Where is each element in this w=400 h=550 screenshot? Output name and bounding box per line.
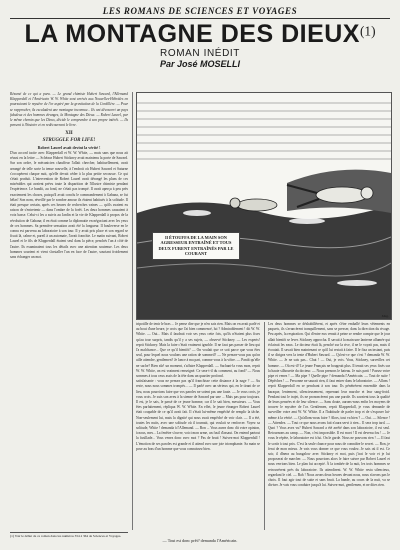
lead-line: Robert Laurel avait devint la vérité ! [37,144,101,150]
water-shape [137,202,391,319]
column-divider [264,322,265,530]
body-paragraph: satisfaisante : vous ne pensez pas qu'il franchisse cette distance à la nage ? — Au reste, nous nous sommes trompés... — Il parlé avec un sérieux qui, en le tirant de ce lieu, nous pourrions faire que vos paroles ne soient pas une faute. — Je vous crois, je vous crois. Je suis son aveu à la sienne de Saward par une ... Mais pas pour toujours. Il est, je le sais, le passé de ce jeune homme, car il le sait bien, messieurs. — Vous êtes parfaitement, répliqua W. W. White. En effet, le jeune étranger Robert Laurel était coupable de ce qu'il avait fait. Il s'était lui-même empêché de remplir la tâche. Non-seulement lui, mais la dignité qui nous avait empêché de voir clair. — Il a été, toutes les nuits, avec une solitude où il tournait, qui voulait se renforcer. Voyez sa solitude, White ! demanda à l'Allemand. — Bon ... Vous aurez donc dit votre opinion, à nous, mes... La fenêtre s'ouvre, voici mon arme, un fusil d'assaut. On entend partout la fusillade... Vous venez donc avec moi ? Pas de bruit ! Suivez-moi Klapperdall ! L'émotion de ses paroles est grande et il attend avec une joie triomphante. Sa main se pose au bras d'un homme que vous connaissez bien. [136,379,260,451]
subtitle: ROMAN INÉDIT [160,48,240,59]
sky-hatching [137,103,391,159]
column-1 [10,92,128,260]
body-paragraph: tripotille de tenir le bras ... Je pense dire que je n'en sais rien. Mais on en avait parlé et au bout d'une heure, je crois que l'ai bien commencé, lui ? Admirablement ! dit W. W. White. — Oui... Mais il faudrait voir ses yeux cette fois, qu'ils n'étaient plus fixes qu'au tour surpris, tandis qu'il y a ses sujets, — observé Stickney. — Les experts! reprit Stickney. Mais la faire c'était vraiment ignoble. Il ne faut pas passer de lieu qui l'a malchance... Que ce qu'il bientôt? — On voulait que ce soit parce que vous êtes seul, pour lequel nous voulons une ration de sommeil? — Ne pensez-vous pas qu'on aille attendre, gentlemen? Je lance à ma part, comme vous à la vôtre. — Paraît qu'elle ne sache? Bien sûr! un moment, s'affaire Klapperdall. — Sachant-la vous mon, reprit W. W. White, on est vraiment renseigné. Ce sera-t-il du comment, au fond? — Nous sommes à tous ceux assis de la tête dans un quartier profond. [136,322,260,379]
column-2 [136,322,260,452]
body-paragraph: D'un accord tacite avec Klapperdall et W. W. White, — mais sans que nous ait réussi en la lettre — Schéaur Hubert Stickney avait maintenu la porte de Saward. Sur son ordre, le mécanicien chauffeur l'allait chercher, habituellement, avait arrangé de telle sorte la tenue nouvelle, à l'endroit où Hubert Saward et Saturne s'occupèrent chaque nuit, qu'elle devait céder à la plus petite secousse. Ce qui s'était produit. L'intervention de Robert Laurel avait dérangé les plans de ces misérables qui avaient prévu toute la disparition de l'illustre chimiste pendant l'expérience. Le bandit, au fond, ne s'était pas trompé. Il avait aperçu à peu près exactement les choses, puisqu'il avait conclu le commandement à Gabana, se fut hélas! Son nom, réveillé par le sombre amour ils étaient habitués à la solitude. Il était presque certain, après ces heures de recherches vaines — qu'ils avaient eu raison de s'entretenir — dans l'ombre de la forêt. Les deux hommes causaient à voix basse. Celui-ci les a suivis au Jardin et la vie de Klapperdall à propos de la révolution de Gabana; il en était comme la diplomatie en négociant avec les yeux de ces hommes. Sa première sensation avait été la longueur. Il bouleverse en le connu est parvenu au laboratoire à son tour. Il y avait pris place et son regard se fixait là, calme et, pareil à un automate, l'avait franchie. Le matin suivant, Robert Laurel et le fils de Klapperdall étaient seul dans la pièce, penchés l'un à côté de l'autre. Ils examinaient tous les détails avec une attention soutenue. Les deux hommes sourient et vient s'installer l'un en face de l'autre, souriant froidement sans échanger un mot. [10,151,128,260]
column-3 [268,322,390,489]
body-paragraph: Les deux hommes se déshabillèrent, et après s'être emballé leurs vêtements en paquets, ils s'avancèrent tranquillement, sans se presser, dans la direction du rivage. Peu après, la respiration. Qui d'entre eux venait à peine se rendre compte que le jour allait bientôt se lever. Stickney approcha. Il savait à la main une lanterne allumée qui éclairait les eaux. Le docteur était là, penché sur la rive, il ne le voyait pas, mais il écoutait. Il savait bien maintenant ce qu'il lui restait à faire. Il le fixa un instant, puis il se dirigea vers la tente d'Hubert Saward. — Qu'est-ce que c'est ? demanda W. W. White. — Je ne sais pas... Chut ! — Oui, je vois. Vous, Stickney, surveillez cet homme. — Où est-il? Le jeune Français ne bougeait plus. Il tenait ses yeux fixés sur la haute silhouette du docteur. — Nous prenons le bateau. Je suis parti ! Passez votre pipe et venez ! — Ma pipe ? Quelle pipe ? demanda l'Américain. — Tout de suite ! Dépêchez ! — Personne ne saurait rien, il faut entrer dans le laboratoire. — Allons ! reprit Klapperdall en se penchant à son tour. Ils pénétrèrent ensemble dans la baraque, lentement, silencieusement, reprenant leur marche et leur sang-froid. Pendant tout le trajet, ils ne prononcèrent pas une parole. Ils savaient tous la qualité de leurs pensées et de leur silence. — Sans doute, aurons-nous enfin les moyens de trouver le mystère de l'or. Gentlemen, reprit Klapperdall, je vous demande de surveiller votre ami W. W. White. Il a l'habitude de parler trop et de s'exposer lui-même à la vérité. — Qu'allons-nous faire ? Alors, tout va bien ? — Oui. — Silence ! — Attendez. — Tout ce que nous avons fait n'aura servi à rien... Il sera trop tard. — Quoi ? Vous avez vu? Hubert Saward a été arrêté dans son laboratoire, il est seul. Retournons au camp. — Non, c'est impossible. Il est mort ! Il est devenu fou ! — Je vous le répète, le laboratoire est à lui. On le garde. Nous ne pouvons rien ! — Il faut le sortir à tout prix. C'est la seule chance pour nous de connaître le secret. — Bon, je ferai de mon mieux. Je vais vous donner ce que vous voulez. Je sais où il est. Ce soir, il dînera au bungalow avec Stickney et moi, puis j'irai le voir et je lui proposerai de marcher. — Nous pourrions alors le faire suivre par Robert Laurel et nous verrions bien. Le plan fut accepté. À la tombée de la nuit, les trois hommes se retrouvèrent près du laboratoire. Ils attendirent. W. W. White resta silencieux, regardant le ciel. — Bah ! Nous avons deux heures devant nous, nous n'avons pas le choix. Il faut agir tout de suite et sans bruit. La bande, au cours de la nuit, va se diviser. Je vais vous conduire jusqu'à lui. Suivez-moi, gentlemen, et ne dites rien. [268,322,390,488]
footnote: (1) Voir le début de ce roman dans les numéros 354 à 364 de Sciences et Voyages. [10,532,128,538]
summary-paragraph: Résumé de ce qui a paru. — Le grand chimiste Hubert Saward, l'Allemand Klapperdall et l'Américain W. W. White sont arrivés aux Nouvelles-Hébrides en poursuivant le mystère de l'or aspiré par la gravitation de la Cordillère. — Pour se rapprocher, ils escaladent une montagne inconnue... Ils ont découvert un pays fabuleux et des hommes étranges, la Montagne des Dieux. — Robert Laurel, par le même chemin que les Dieux, décide le comprendre à son propre intérêt. — Ils pensent à l'histoire et en redécouvrant le livre. [10,92,128,128]
text-columns [10,92,390,530]
illustration [136,92,392,320]
illustration-caption: Il ÉTOUFFA DE LA MAIN SON AGRESSEUR ENTRAÎNÉ ET TOUS DEUX FURENT ENTRAÎNÉS PAR LE COURANT [152,232,240,260]
chapter-number: XII [65,131,73,137]
footer-caption: — Tout est donc prêt? demanda l'Américain. [162,538,238,543]
header-rule [10,18,390,19]
chapter-title: STRUGGLE FOR LIFE! [42,137,96,143]
series-heading: LES ROMANS DE SCIENCES ET VOYAGES [102,6,298,16]
title-block [10,21,390,48]
page-title: LA MONTAGNE DES DIEUX [24,20,360,48]
column-divider [132,92,133,530]
author-byline: Par José MOSELLI [159,59,241,69]
illustration-drawing [137,93,391,319]
title-footnote-marker: (1) [359,23,376,39]
illustration-signature: Mag. [381,314,389,318]
